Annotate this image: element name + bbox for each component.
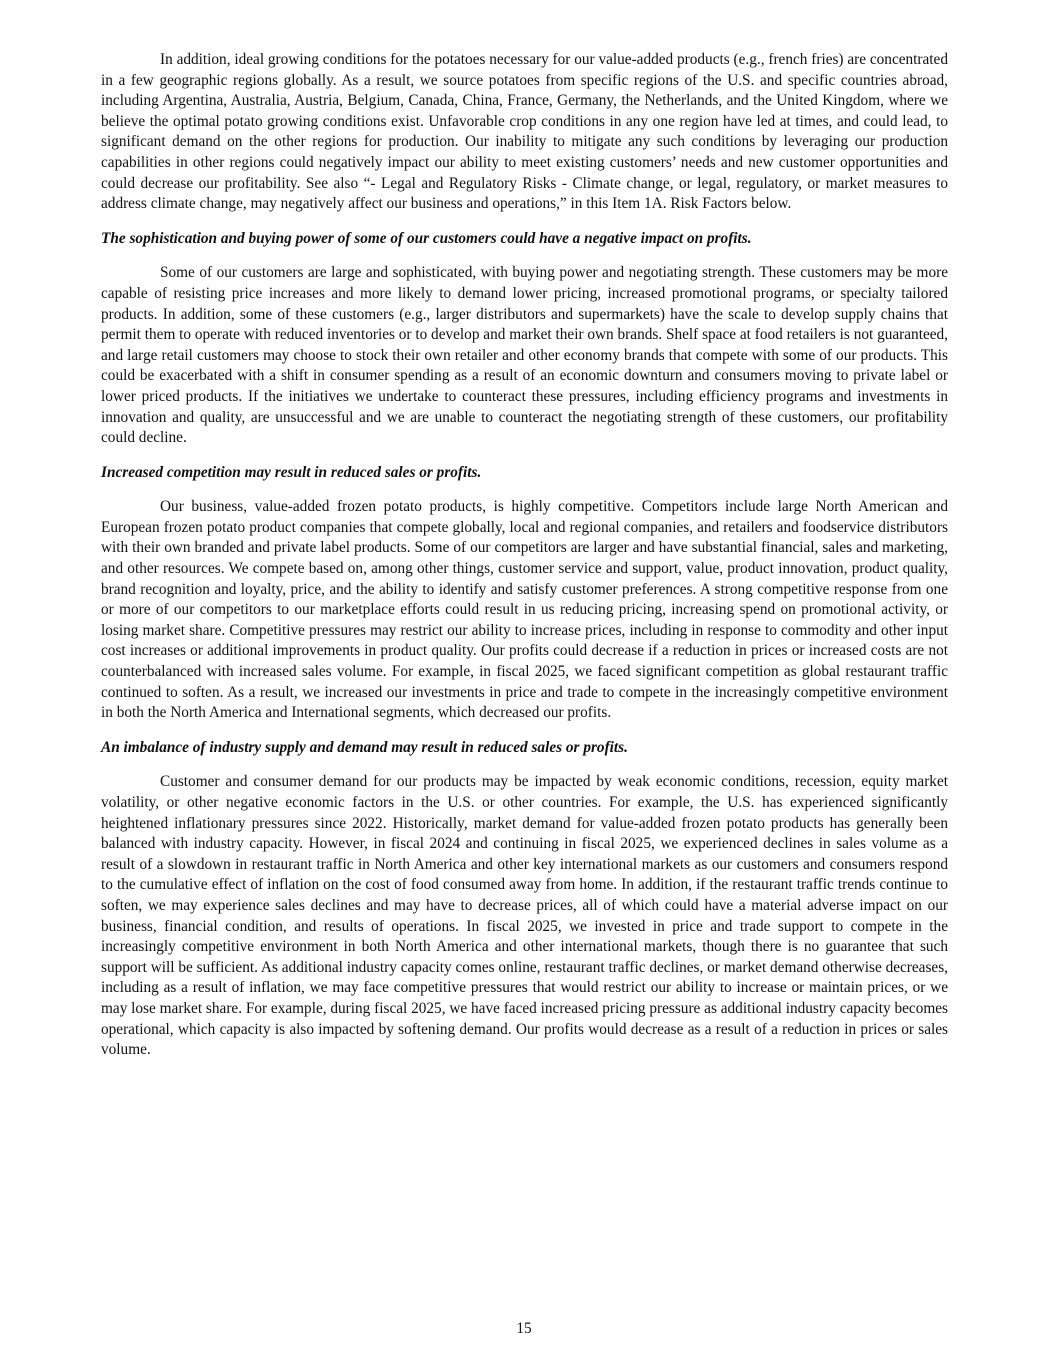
paragraph-customer-buying-power: Some of our customers are large and sophisticated, with buying power and negotiating strength. These customers may be more capable of resisting price increases and more likely to demand lower pricing, increased promotional programs, or specialty tailored products. In addition, some of these customers (e.g., larger distributors and supermarkets) have the scale to develop supply chains that permit them to operate with reduced inventories or to develop and market their own brands. Shelf space at food retailers is not guaranteed, and large retail customers may choose to stock their own retailer and other economy brands that compete with some of our products. This could be exacerbated with a shift in consumer spending as a result of an economic downturn and consumers moving to private label or lower priced products. If the initiatives we undertake to counteract these pressures, including efficiency programs and investments in innovation and quality, are unsuccessful and we are unable to counteract the negotiating strength of these customers, our profitability could decline.: [101, 264, 948, 447]
paragraph-growing-conditions: In addition, ideal growing conditions for the potatoes necessary for our value-added products (e.g., french fries) are concentrated in a few geographic regions globally. As a result, we source potatoes from specific regions of the U.S. and specific countries abroad, including Argentina, Australia, Austria, Belgium, Canada, China, France, Germany, the Netherlands, and the United Kingdom, where we believe the optimal potato growing conditions exist. Unfavorable crop conditions in any one region have led at times, and could lead, to significant demand on the other regions for production. Our inability to mitigate any such conditions by leveraging our production capabilities in other regions could negatively impact our ability to meet existing customers’ needs and new customer opportunities and could decrease our profitability. See also “- Legal and Regulatory Risks - Climate change, or legal, regulatory, or market measures to address climate change, may negatively affect our business and operations,” in this Item 1A. Risk Factors below.: [101, 51, 948, 213]
heading-customer-buying-power: The sophistication and buying power of some of our customers could have a negative impact on profits.: [101, 229, 752, 247]
heading-increased-competition: Increased competition may result in reduced sales or profits.: [101, 463, 482, 481]
page-number: 15: [516, 1320, 532, 1337]
paragraph-increased-competition: Our business, value-added frozen potato products, is highly competitive. Competitors include large North American and European frozen potato product companies that compete globally, local and regional companies, and retailers and foodservice distributors with their own branded and private label products. Some of our competitors are larger and have substantial financial, sales and marketing, and other resources. We compete based on, among other things, customer service and support, value, product innovation, product quality, brand recognition and loyalty, price, and the ability to identify and satisfy customer preferences. A strong competitive response from one or more of our competitors to our marketplace efforts could result in us reducing pricing, increasing spend on promotional activity, or losing market share. Competitive pressures may restrict our ability to increase prices, including in response to commodity and other input cost increases or additional improvements in product quality. Our profits could decrease if a reduction in prices or increased costs are not counterbalanced with increased sales volume. For example, in fiscal 2025, we faced significant competition as global restaurant traffic continued to soften. As a result, we increased our investments in price and trade to compete in the increasingly competitive environment in both the North America and International segments, which decreased our profits.: [101, 498, 948, 722]
heading-supply-demand-imbalance: An imbalance of industry supply and demand may result in reduced sales or profits.: [101, 738, 628, 756]
document-page: [101, 50, 948, 1061]
paragraph-supply-demand-imbalance: Customer and consumer demand for our products may be impacted by weak economic conditions, recession, equity market volatility, or other negative economic factors in the U.S. or other countries. For example, the U.S. has experienced significantly heightened inflationary pressures since 2022. Historically, market demand for value-added frozen potato products has generally been balanced with industry capacity. However, in fiscal 2024 and continuing in fiscal 2025, we experienced declines in sales volume as a result of a slowdown in restaurant traffic in North America and other key international markets as our customers and consumers respond to the cumulative effect of inflation on the cost of food consumed away from home. In addition, if the restaurant traffic trends continue to soften, we may experience sales declines and may have to decrease prices, all of which could have a material adverse impact on our business, financial condition, and results of operations. In fiscal 2025, we invested in price and trade support to compete in the increasingly competitive environment in both North America and other international markets, though there is no guarantee that such support will be sufficient. As additional industry capacity comes online, restaurant traffic declines, or market demand otherwise decreases, including as a result of inflation, we may face competitive pressures that would restrict our ability to increase or maintain prices, or we may lose market share. For example, during fiscal 2025, we have faced increased pricing pressure as additional industry capacity becomes operational, which capacity is also impacted by softening demand. Our profits would decrease as a result of a reduction in prices or sales volume.: [101, 773, 948, 1059]
